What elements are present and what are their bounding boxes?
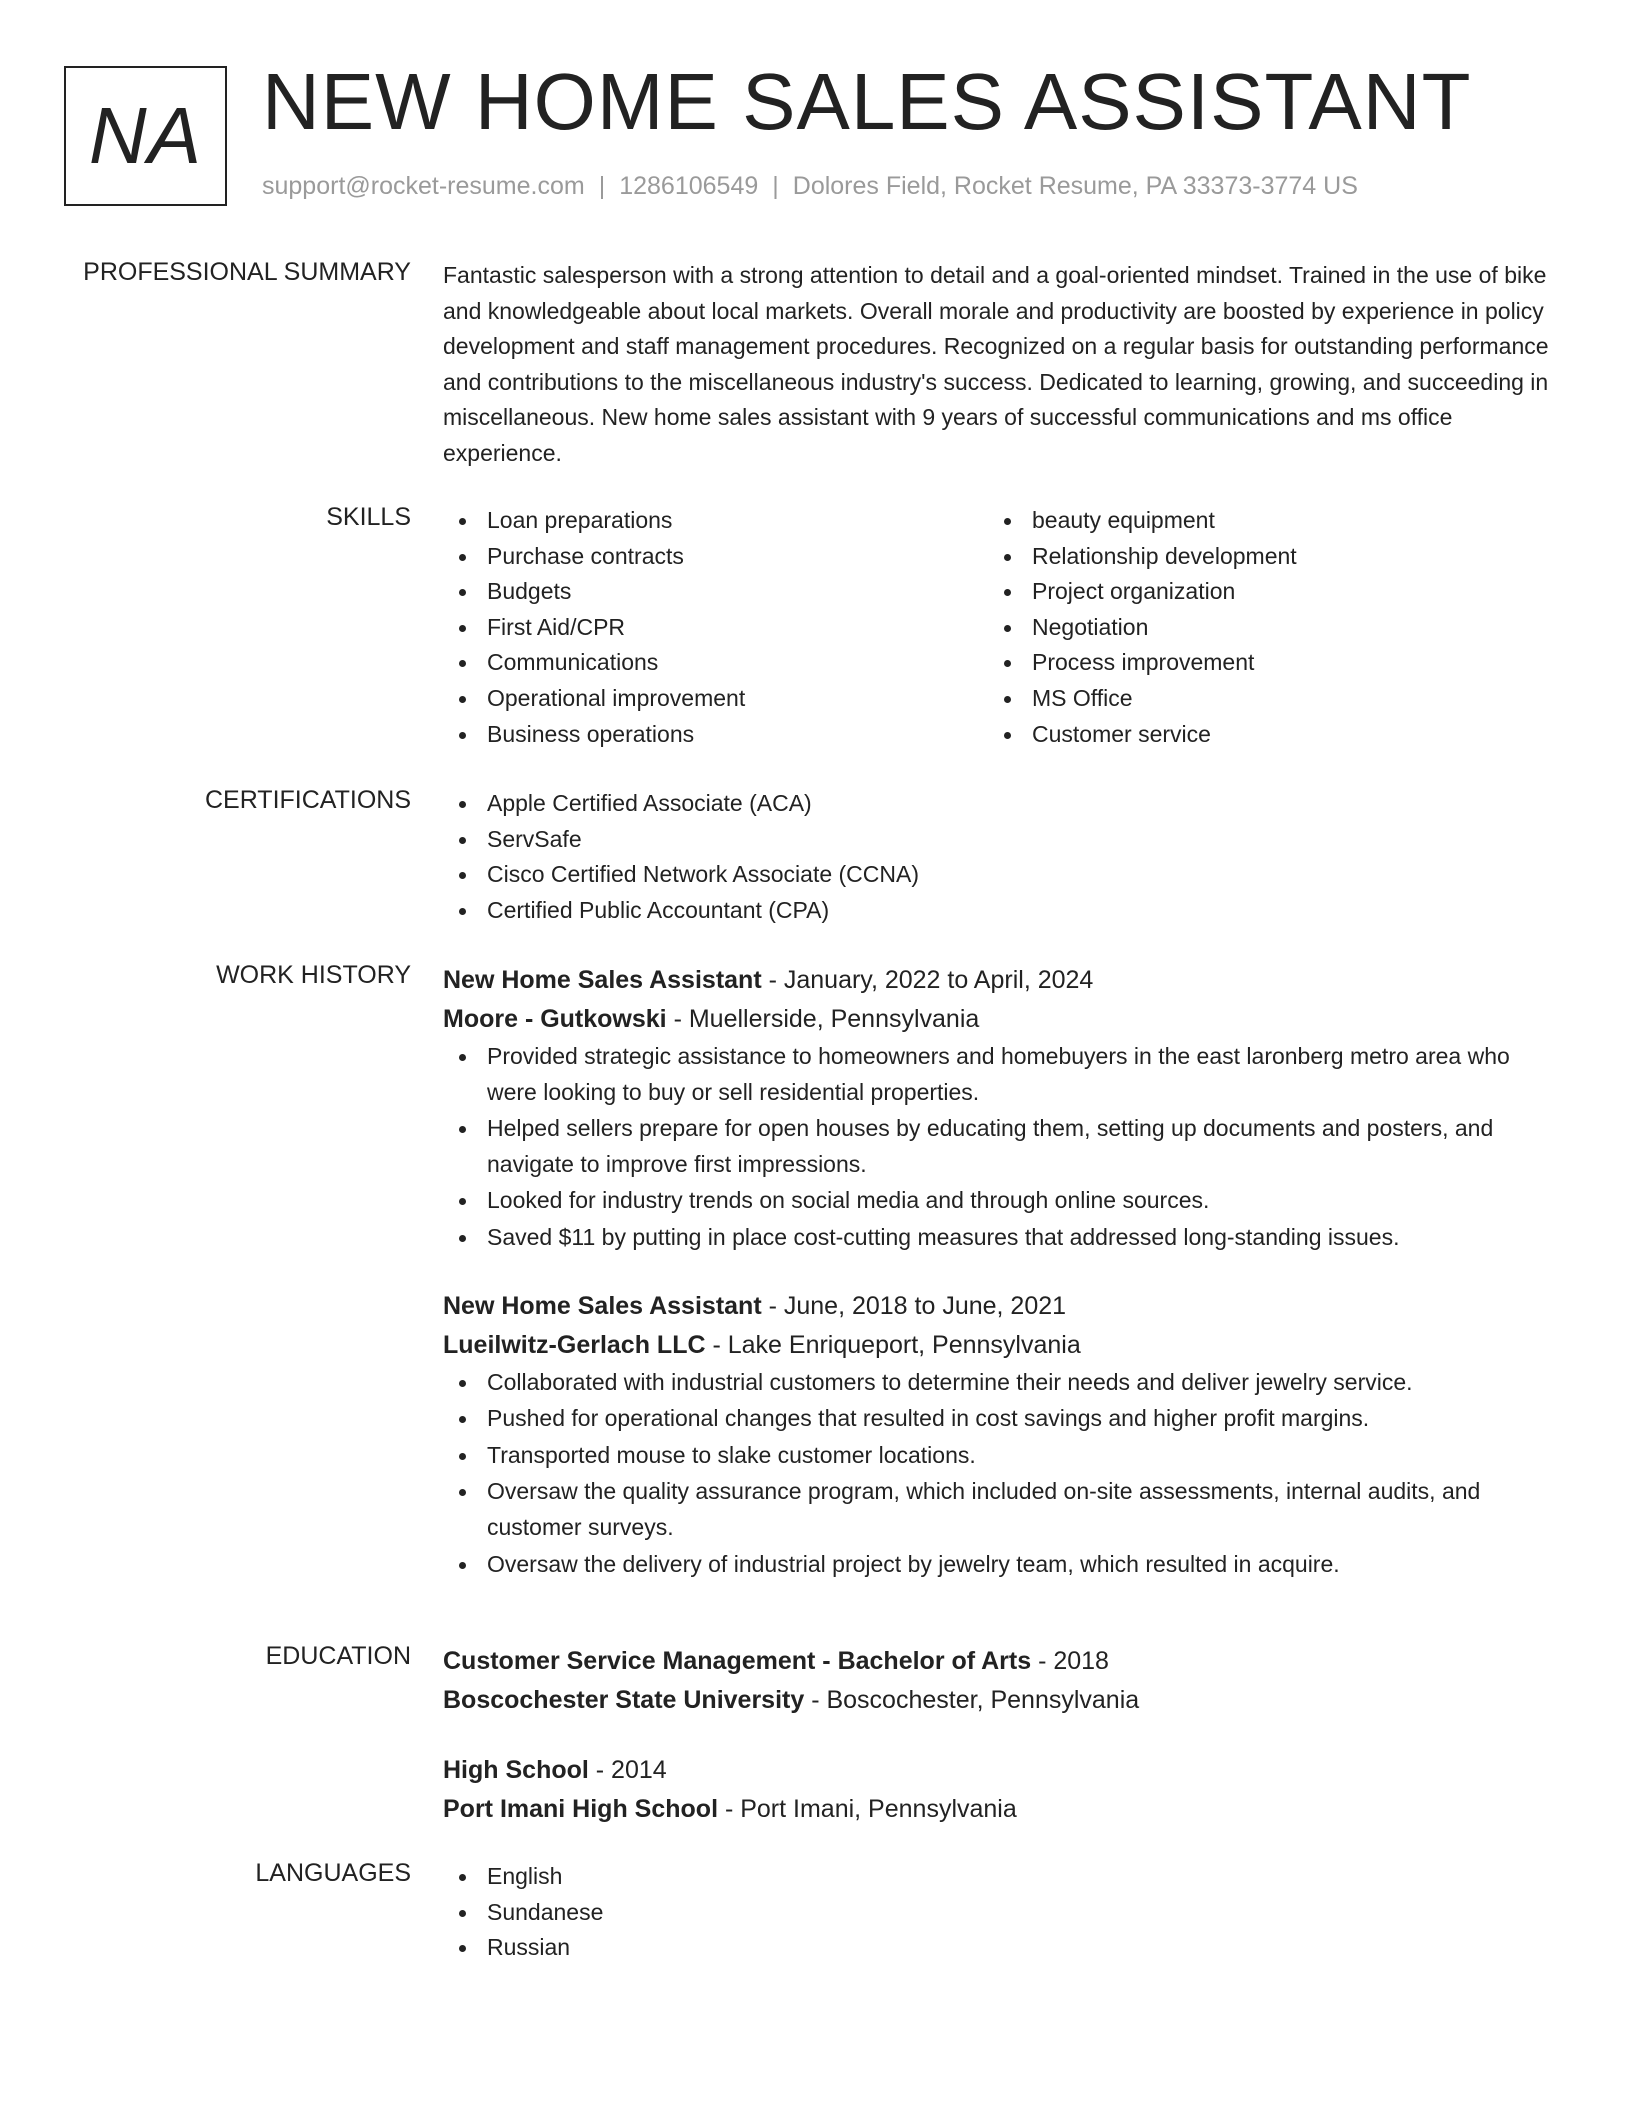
job-entry [443,1287,1553,1583]
job-bullets [443,1365,1553,1583]
job-bullet: Collaborated with industrial customers to determine their needs and deliver jewelry service. [443,1365,1553,1401]
skills-list-left [443,503,988,752]
degree-line [443,1642,1553,1681]
skill-item: Process improvement [988,645,1533,681]
job-dates: - June, 2018 to June, 2021 [761,1291,1067,1320]
job-bullet: Transported mouse to slake customer locations. [443,1438,1553,1474]
section-label: PROFESSIONAL SUMMARY [83,258,411,286]
job-bullet: Looked for industry trends on social media and through online sources. [443,1183,1553,1219]
section-label: LANGUAGES [255,1859,411,1887]
job-title: New Home Sales Assistant [443,966,762,994]
education-entry [443,1642,1553,1720]
section-label: WORK HISTORY [216,961,411,989]
certification-item: Cisco Certified Network Associate (CCNA) [443,857,1553,893]
job-bullet: Provided strategic assistance to homeowners and homebuyers in the east laronberg metro area who were looking to buy or sell residential properties. [443,1039,1553,1110]
skill-item: Business operations [443,717,988,753]
degree-year: - 2018 [1031,1647,1109,1675]
contact-address: Dolores Field, Rocket Resume, PA 33373-3774 US [792,172,1358,200]
certification-item: Apple Certified Associate (ACA) [443,786,1553,822]
education-entry [443,1751,1553,1829]
language-item: English [443,1859,1553,1895]
degree: High School [443,1756,589,1784]
school-line [443,1681,1553,1720]
job-company: Moore - Gutkowski [443,1005,667,1033]
degree-year: - 2014 [588,1756,667,1784]
certification-item: ServSafe [443,822,1553,858]
job-bullets [443,1039,1553,1256]
skill-item: Loan preparations [443,503,988,539]
language-item: Russian [443,1930,1553,1966]
job-title-line [443,1287,1553,1326]
job-entry [443,961,1553,1256]
job-company-line [443,1000,1553,1039]
contact-separator: | [598,172,606,200]
job-bullet: Saved $11 by putting in place cost-cutting measures that addressed long-standing issues. [443,1220,1553,1256]
skill-item: Negotiation [988,610,1533,646]
skill-item: Project organization [988,574,1533,610]
job-bullet: Oversaw the quality assurance program, which included on-site assessments, internal audits, and customer surveys. [443,1474,1553,1545]
section-label: SKILLS [326,503,411,531]
contact-line [262,172,1358,201]
job-company-line [443,1326,1553,1365]
resume-title: NEW HOME SALES ASSISTANT [262,57,1472,146]
skill-item: MS Office [988,681,1533,717]
skill-item: First Aid/CPR [443,610,988,646]
section-label: CERTIFICATIONS [204,786,411,814]
skill-item: Operational improvement [443,681,988,717]
skill-item: Communications [443,645,988,681]
school: Port Imani High School [443,1795,719,1823]
skill-item: Relationship development [988,539,1533,575]
summary-text: Fantastic salesperson with a strong attention to detail and a goal-oriented mindset. Trained in the use of bike and knowledgeable about local markets. Overall morale and productivity are boosted by experience in policy development and staff management procedures. Recognized on a regular basis for outstanding performance and contributions to the miscellaneous industry's success. Dedicated to learning, growing, and succeeding in miscellaneous. New home sales assistant with 9 years of successful communications and ms office experience. [443,262,1549,466]
job-bullet: Helped sellers prepare for open houses by educating them, setting up documents and posters, and navigate to improve first impressions. [443,1111,1553,1182]
languages-list [443,1859,1553,1966]
language-item: Sundanese [443,1895,1553,1931]
job-title: New Home Sales Assistant [443,1291,762,1320]
job-bullet: Pushed for operational changes that resulted in cost savings and higher profit margins. [443,1401,1553,1437]
degree: Customer Service Management - Bachelor of Arts [443,1647,1032,1675]
job-bullet: Oversaw the delivery of industrial project by jewelry team, which resulted in acquire. [443,1547,1553,1583]
contact-email[interactable]: support@rocket-resume.com [262,172,585,200]
school-location: - Port Imani, Pennsylvania [718,1795,1017,1823]
skill-item: Customer service [988,717,1533,753]
job-location: - Muellerside, Pennsylvania [666,1005,980,1033]
school: Boscochester State University [443,1686,805,1714]
contact-phone: 1286106549 [619,172,759,200]
skills-list-right [988,503,1533,752]
section-label: EDUCATION [265,1642,411,1670]
degree-line [443,1751,1553,1790]
skill-item: beauty equipment [988,503,1533,539]
school-line [443,1790,1553,1829]
job-location: - Lake Enriqueport, Pennsylvania [705,1330,1081,1359]
job-company: Lueilwitz-Gerlach LLC [443,1330,706,1359]
job-dates: - January, 2022 to April, 2024 [761,966,1094,994]
certification-item: Certified Public Accountant (CPA) [443,893,1553,929]
school-location: - Boscochester, Pennsylvania [804,1686,1140,1714]
job-title-line [443,961,1553,1000]
skill-item: Purchase contracts [443,539,988,575]
monogram-box: NA [64,66,227,206]
certifications-list [443,786,1553,928]
skill-item: Budgets [443,574,988,610]
contact-separator: | [772,172,779,200]
